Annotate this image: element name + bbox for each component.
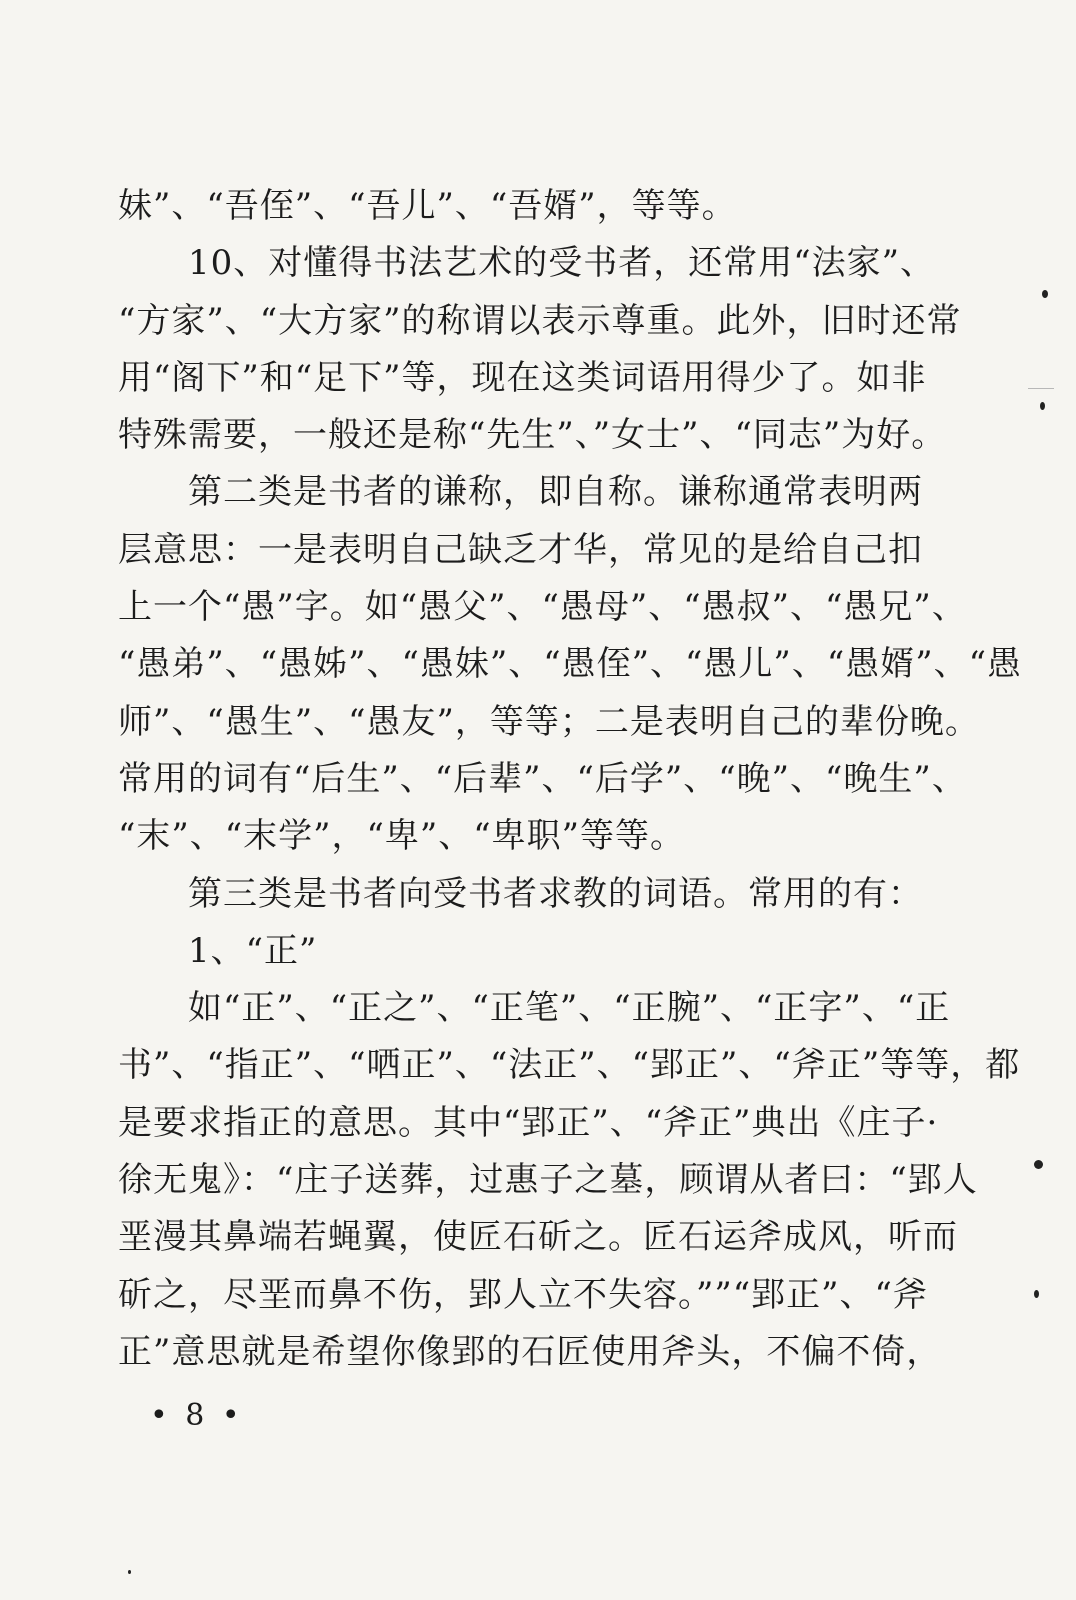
- text-line: 用“阁下”和“足下”等，现在这类词语用得少了。如非: [118, 357, 927, 398]
- scan-speck: [1042, 290, 1048, 298]
- text-line: 如“正”、“正之”、“正笔”、“正腕”、“正字”、“正: [188, 988, 951, 1029]
- text-line: “方家”、“大方家”的称谓以表示尊重。此外，旧时还常: [118, 300, 962, 341]
- text-line: 上一个“愚”字。如“愚父”、“愚母”、“愚叔”、“愚兄”、: [118, 587, 967, 628]
- text-line: 特殊需要，一般还是称“先生”、”女士”、“同志”为好。: [118, 415, 947, 456]
- text-line: 师”、“愚生”、“愚友”，等等；二是表明自己的辈份晚。: [118, 701, 980, 742]
- text-line: 徐无鬼》：“庄子送葬，过惠子之墓，顾谓从者曰：“郢人: [118, 1160, 978, 1201]
- text-line: 层意思：一是表明自己缺乏才华，常见的是给自己扣: [118, 529, 923, 570]
- text-line: 常用的词有“后生”、“后辈”、“后学”、“晚”、“晚生”、: [118, 758, 967, 799]
- scan-speck: [1040, 402, 1045, 410]
- body-text: [118, 178, 1022, 1381]
- scan-mark: [1028, 388, 1054, 389]
- text-line: 第三类是书者向受书者求教的词语。常用的有：: [188, 873, 923, 914]
- scan-speck: [1034, 1290, 1039, 1298]
- text-line: 妹”、“吾侄”、“吾儿”、“吾婿”，等等。: [118, 186, 737, 226]
- text-line: 第二类是书者的谦称，即自称。谦称通常表明两: [188, 472, 923, 513]
- page-number: • 8 •: [150, 1398, 244, 1433]
- text-line: 斫之，尽垩而鼻不伤，郢人立不失容。””“郢正”、“斧: [118, 1274, 928, 1315]
- text-line: 垩漫其鼻端若蝇翼，使匠石斫之。匠石运斧成风，听而: [118, 1217, 958, 1258]
- text-line: 是要求指正的意思。其中“郢正”、“斧正”典出《庄子·: [118, 1102, 939, 1143]
- scan-speck: [128, 1570, 131, 1574]
- text-line: 正”意思就是希望你像郢的石匠使用斧头，不偏不倚，: [118, 1331, 942, 1372]
- scan-speck: [1034, 1160, 1043, 1169]
- text-line: 书”、“指正”、“哂正”、“法正”、“郢正”、“斧正”等等，都: [118, 1045, 1021, 1086]
- text-line: “末”、“末学”，“卑”、“卑职”等等。: [118, 816, 686, 857]
- text-line: “愚弟”、“愚姊”、“愚妹”、“愚侄”、“愚儿”、“愚婿”、“愚: [118, 644, 1022, 685]
- text-line: 10、对懂得书法艺术的受书者，还常用“法家”、: [188, 243, 936, 284]
- text-line: 1、“正”: [188, 930, 318, 971]
